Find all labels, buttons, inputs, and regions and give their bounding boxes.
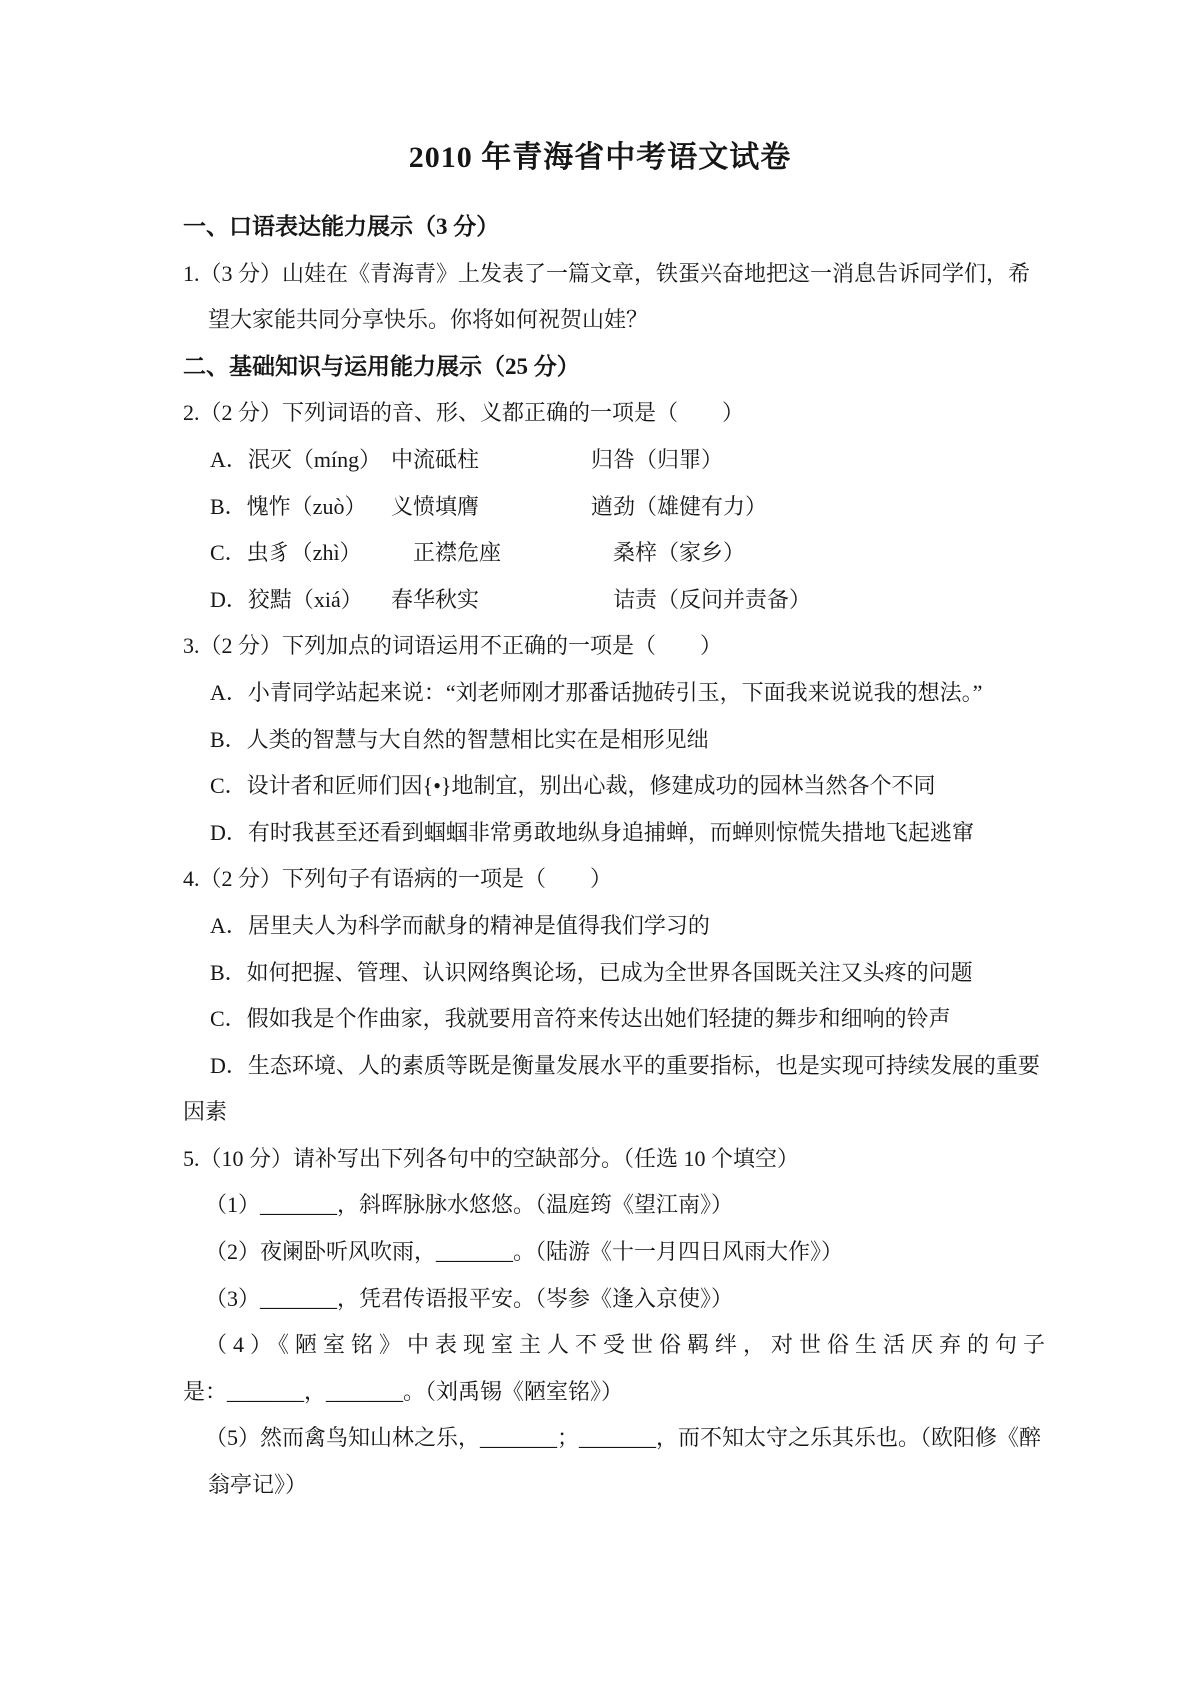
question-2-option-c-col-1: 正襟危座 — [391, 540, 502, 566]
question-3-option-a: A．小青同学站起来说：“刘老师刚才那番话抛砖引玉，下面我来说说我的想法。” — [210, 679, 983, 705]
question-5-item-5-continuation: 翁亭记》） — [208, 1472, 308, 1498]
question-2-option-b-col-0: B．愧怍（zuò） — [210, 493, 367, 519]
question-2-option-a-col-2: 归咎（归罪） — [591, 446, 724, 472]
document-body — [183, 204, 1055, 1509]
question-2-option-b-col-2: 遒劲（雄健有力） — [591, 493, 768, 519]
question-1: 1.（3 分）山娃在《青海青》上发表了一篇文章，铁蛋兴奋地把这一消息告诉同学们，希 — [183, 260, 1031, 286]
question-5-item-4: （4）《陋室铭》中表现室主人不受世俗羁绊，对世俗生活厌弃的句子 — [205, 1332, 1052, 1358]
question-4-option-a: A．居里夫人为科学而献身的精神是值得我们学习的 — [210, 912, 710, 938]
question-2-option-a — [183, 437, 1055, 484]
question-2-option-c — [183, 530, 1055, 577]
question-3-option-d: D．有时我甚至还看到蝈蝈非常勇敢地纵身追捕蝉，而蝉则惊慌失措地飞起逃窜 — [210, 819, 974, 845]
question-4-option-d-continuation: 因素 — [183, 1099, 228, 1125]
question-4-option-c: C．假如我是个作曲家，我就要用音符来传达出她们轻捷的舞步和细响的铃声 — [210, 1006, 951, 1032]
question-4-option-d: D．生态环境、人的素质等既是衡量发展水平的重要指标，也是实现可持续发展的重要 — [210, 1052, 1040, 1078]
question-4: 4.（2 分）下列句子有语病的一项是（ ） — [183, 866, 613, 892]
question-2-option-d-col-2: 诘责（反问并责备） — [591, 586, 812, 612]
question-1-continuation: 望大家能共同分享快乐。你将如何祝贺山娃？ — [208, 307, 649, 333]
question-2-option-b — [183, 484, 1055, 531]
question-2-option-c-col-2: 桑梓（家乡） — [591, 540, 746, 566]
question-3: 3.（2 分）下列加点的词语运用不正确的一项是（ ） — [183, 633, 723, 659]
section-1-heading: 一、口语表达能力展示（3 分） — [183, 214, 500, 239]
question-5-item-4-continuation: 是：_______，_______。（刘禹锡《陋室铭》） — [183, 1378, 624, 1404]
question-2: 2.（2 分）下列词语的音、形、义都正确的一项是（ ） — [183, 400, 745, 426]
question-5-item-3: （3）_______，凭君传语报平安。（岑参《逢入京使》） — [205, 1285, 734, 1311]
question-3-option-b: B．人类的智慧与大自然的智慧相比实在是相形见绌 — [210, 726, 709, 752]
question-5-item-1: （1）_______，斜晖脉脉水悠悠。（温庭筠《望江南》） — [205, 1192, 734, 1218]
question-2-option-a-col-1: 中流砥柱 — [391, 446, 480, 472]
question-4-option-b: B．如何把握、管理、认识网络舆论场，已成为全世界各国既关注又头疼的问题 — [210, 959, 973, 985]
question-2-option-d — [183, 577, 1055, 624]
question-5: 5.（10 分）请补写出下列各句中的空缺部分。（任选 10 个填空） — [183, 1145, 800, 1171]
question-2-option-d-col-0: D．狡黠（xiá） — [210, 586, 363, 612]
question-3-option-c: C．设计者和匠师们因{•}地制宜，别出心裁，修建成功的园林当然各个不同 — [210, 773, 936, 799]
question-2-option-b-col-1: 义愤填膺 — [391, 493, 480, 519]
section-2-heading: 二、基础知识与运用能力展示（25 分） — [183, 353, 580, 379]
question-2-option-c-col-0: C．虫豸（zhì） — [210, 540, 362, 566]
question-5-item-5: （5）然而禽鸟知山林之乐，_______；_______，而不知太守之乐其乐也。（欧阳修《醉 — [205, 1425, 1042, 1451]
question-2-option-a-col-0: A．泯灭（míng） — [210, 446, 382, 472]
question-2-option-d-col-1: 春华秋实 — [391, 586, 480, 612]
page-title: 2010 年青海省中考语文试卷 — [408, 141, 792, 174]
question-5-item-2: （2）夜阑卧听风吹雨，_______。（陆游《十一月四日风雨大作》） — [205, 1239, 844, 1265]
